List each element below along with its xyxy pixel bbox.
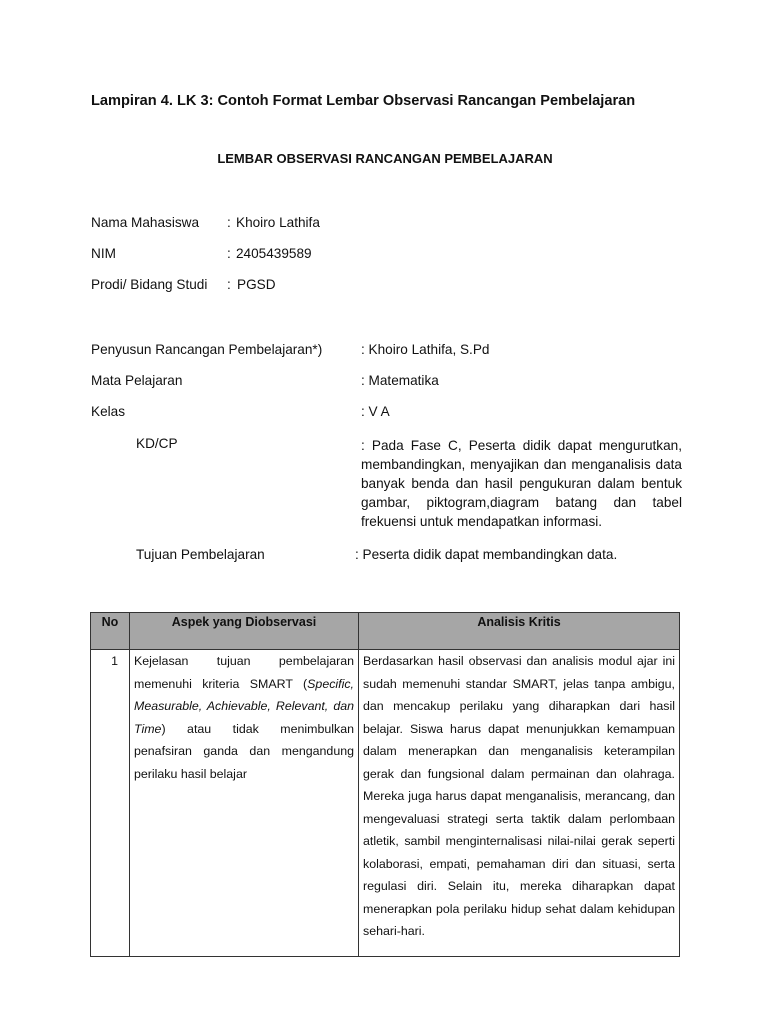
nim-value: 2405439589 bbox=[236, 246, 312, 261]
student-name-value: Khoiro Lathifa bbox=[236, 215, 320, 230]
aspek-cell bbox=[130, 650, 359, 957]
mapel-label: Mata Pelajaran bbox=[91, 373, 183, 388]
analisis-cell: Berdasarkan hasil observasi dan analisis modul ajar ini sudah memenuhi standar SMART, jelas tanpa ambigu, dan mencakup perilaku yang diharapkan dari hasil belajar. Siswa harus dapat menunjukkan kemampuan dalam menerapkan dan menganalisis keterampilan gerak dan fungsional dalam permainan dan olahraga. Mereka juga harus dapat menganalisis, merancang, dan mengevaluasi strategi serta taktik dalam perlombaan atletik, sambil menginternalisasi nilai-nilai gerak seperti kolaborasi, empati, pemahaman diri dan situasi, serta regulasi diri. Selain itu, mereka diharapkan dapat menerapkan pola perilaku hidup sehat dalam kehidupan sehari-hari. bbox=[359, 650, 680, 957]
table-header-row bbox=[91, 613, 680, 650]
kdcp-label: KD/CP bbox=[136, 436, 178, 451]
form-subtitle: LEMBAR OBSERVASI RANCANGAN PEMBELAJARAN bbox=[217, 151, 553, 166]
table-row bbox=[91, 650, 680, 957]
student-name-separator: : bbox=[227, 215, 231, 230]
prodi-value: PGSD bbox=[237, 277, 276, 292]
header-aspek: Aspek yang Diobservasi bbox=[130, 613, 359, 650]
nim-label: NIM bbox=[91, 246, 116, 261]
aspek-text-start: Kejelasan tujuan pembelajaran memenuhi kriteria SMART ( bbox=[134, 654, 354, 691]
tujuan-value: : Peserta didik dapat membandingkan data. bbox=[355, 547, 618, 562]
tujuan-label: Tujuan Pembelajaran bbox=[136, 547, 265, 562]
student-name-label: Nama Mahasiswa bbox=[91, 215, 200, 230]
document-title: Lampiran 4. LK 3: Contoh Format Lembar Observasi Rancangan Pembelajaran bbox=[91, 93, 636, 109]
aspek-smart-terms: Specific, Measurable, Achievable, Relevant, dan Time bbox=[134, 676, 354, 736]
kelas-label: Kelas bbox=[91, 404, 126, 419]
penyusun-value: : Khoiro Lathifa, S.Pd bbox=[361, 342, 490, 357]
header-no: No bbox=[91, 613, 130, 650]
kdcp-value: : Pada Fase C, Peserta didik dapat mengurutkan, membandingkan, menyajikan dan menganalisis data banyak benda dan hasil pengukuran dalam bentuk gambar, piktogram,diagram batang dan tabel frekuensi untuk mendapatkan informasi. bbox=[361, 438, 682, 529]
row-number: 1 bbox=[91, 650, 130, 957]
header-analisis: Analisis Kritis bbox=[359, 613, 680, 650]
mapel-value: : Matematika bbox=[361, 373, 439, 388]
prodi-separator: : bbox=[227, 277, 231, 292]
observation-table bbox=[90, 612, 680, 957]
penyusun-label: Penyusun Rancangan Pembelajaran*) bbox=[91, 342, 323, 357]
aspek-text-end: ) atau tidak menimbulkan penafsiran ganda dan mengandung perilaku hasil belajar bbox=[134, 721, 354, 781]
nim-separator: : bbox=[227, 246, 231, 261]
prodi-label: Prodi/ Bidang Studi bbox=[91, 277, 208, 292]
kelas-value: : V A bbox=[361, 404, 390, 419]
